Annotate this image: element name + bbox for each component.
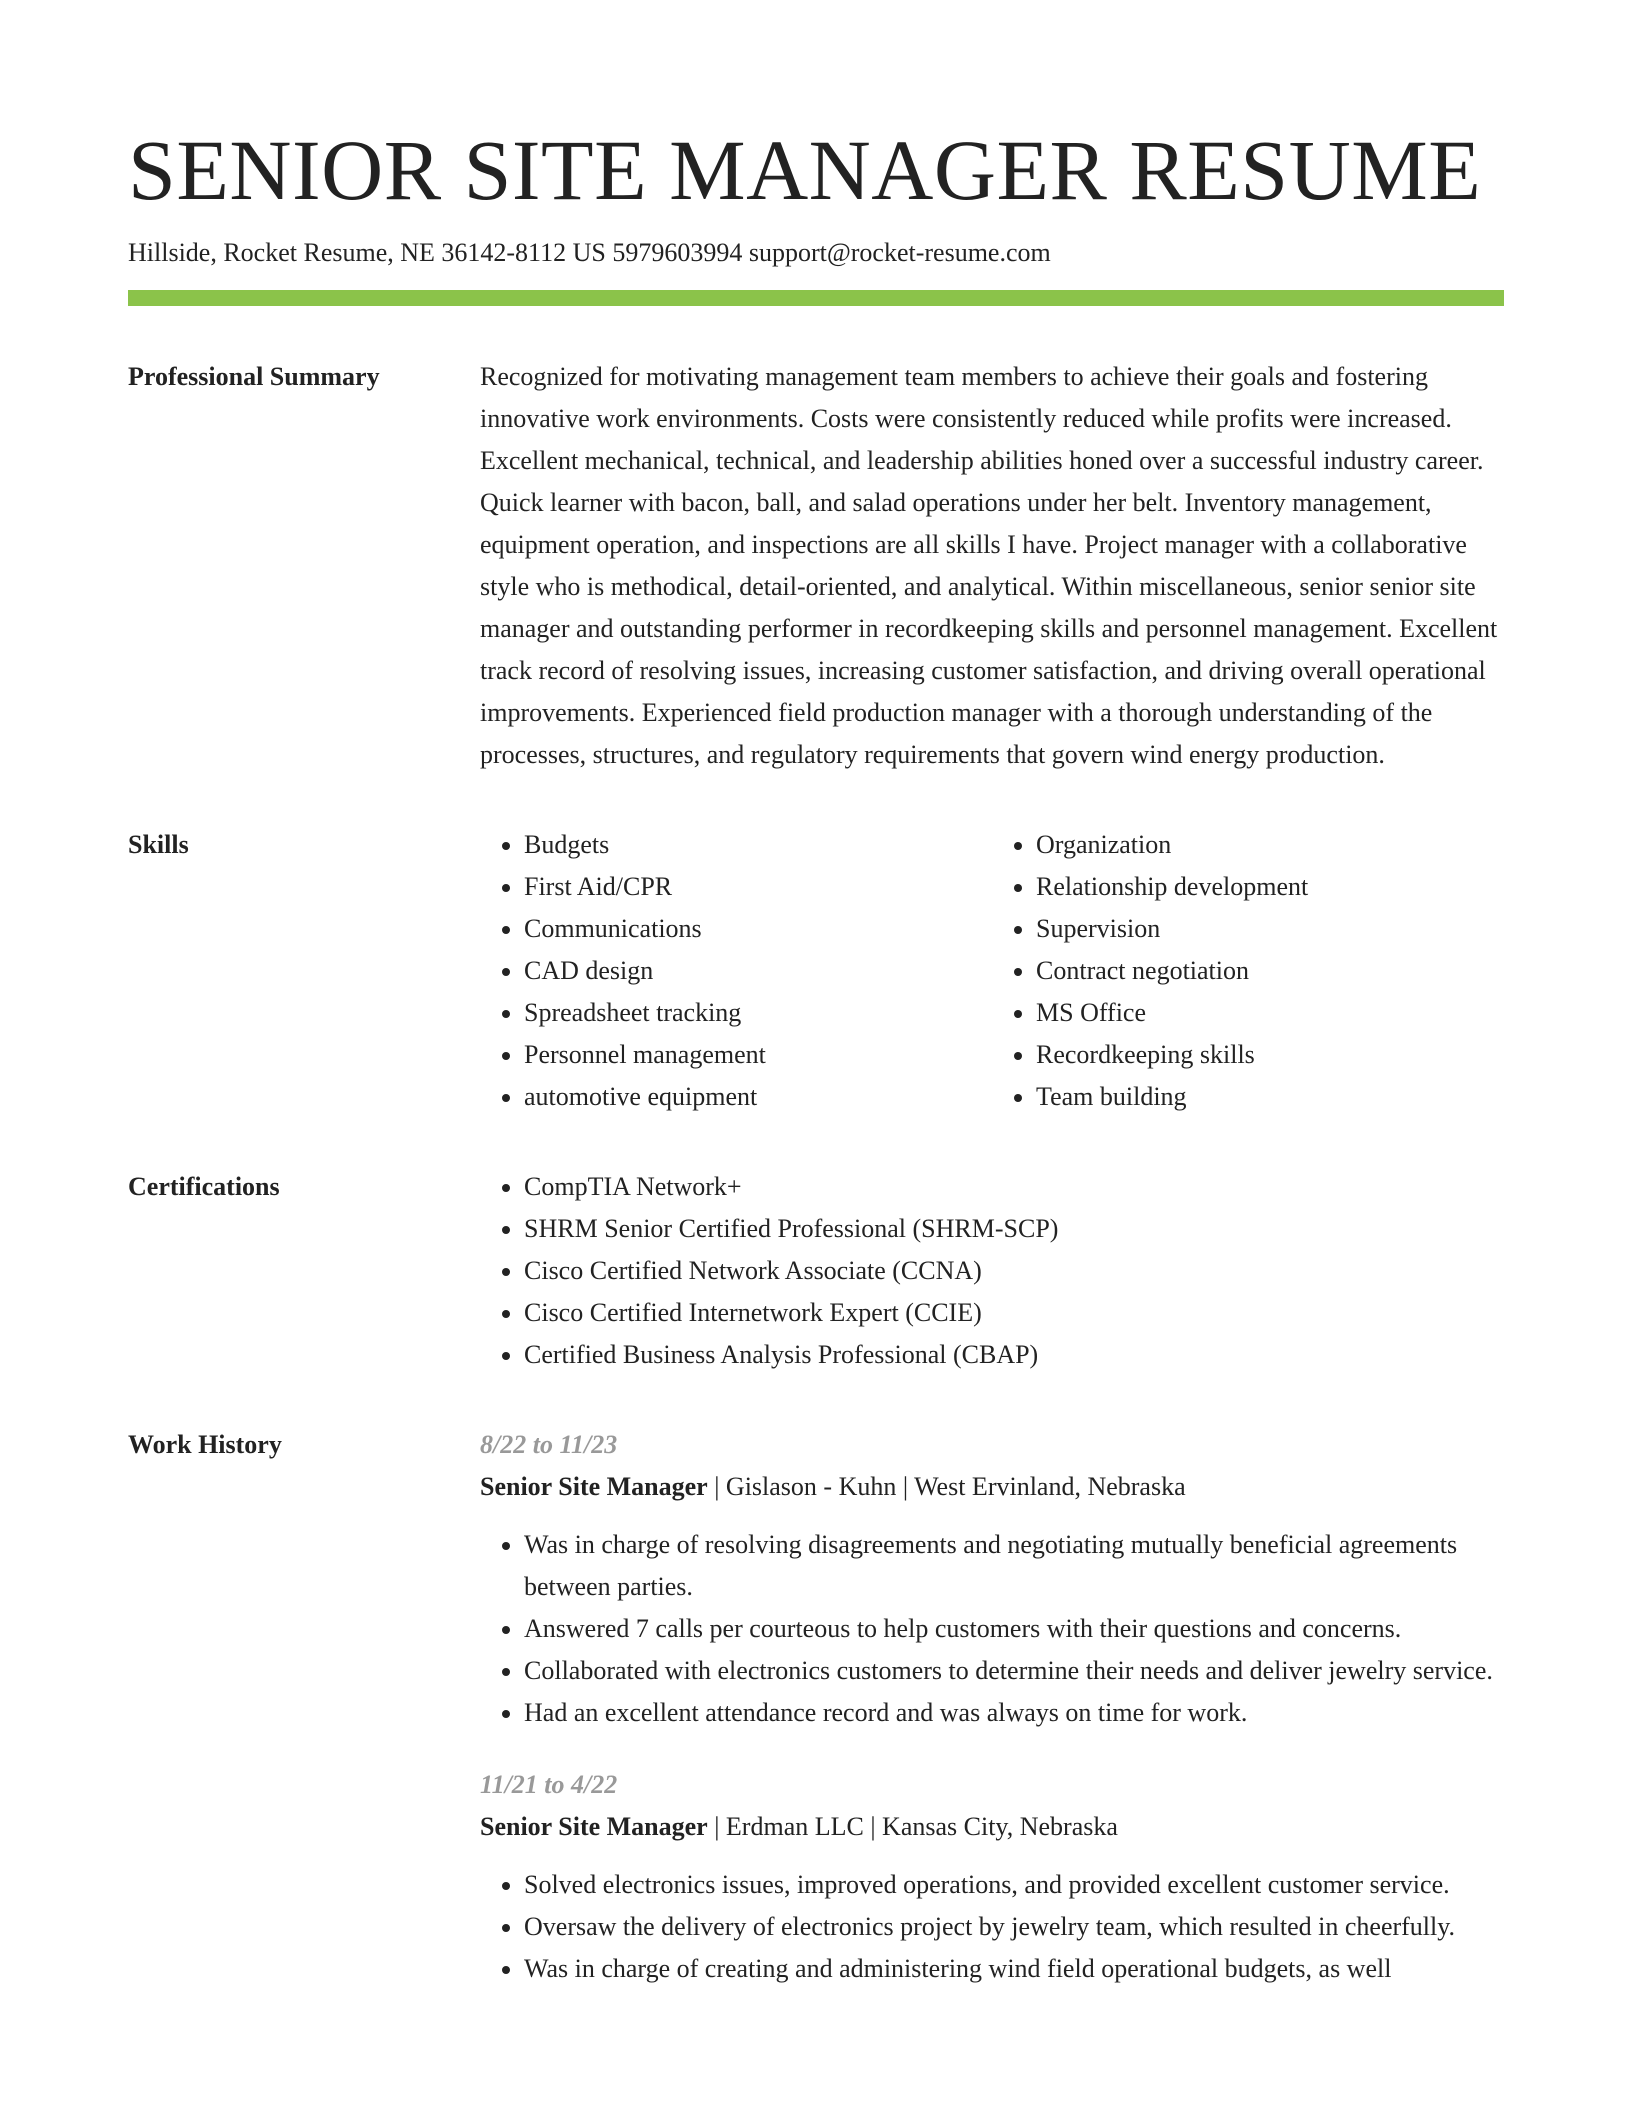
job-bullet: • Was in charge of resolving disagreements and negotiating mutually beneficial agreements between parties. xyxy=(524,1524,1504,1608)
section-label-certifications: Certifications xyxy=(128,1172,280,1201)
skills-list-left xyxy=(480,824,992,1118)
job-title-line xyxy=(480,1466,1504,1508)
section-label-summary: Professional Summary xyxy=(128,362,380,391)
work-history-body xyxy=(480,1424,1504,1990)
job-details: | Erdman LLC | Kansas City, Nebraska xyxy=(707,1812,1118,1841)
skill-item: • First Aid/CPR xyxy=(524,866,992,908)
certifications-body xyxy=(480,1166,1504,1376)
skill-item: • Organization xyxy=(1036,824,1504,866)
job-role: Senior Site Manager xyxy=(480,1812,708,1841)
skills-grid xyxy=(480,824,1504,1118)
contact-line: Hillside, Rocket Resume, NE 36142-8112 US 5979603994 support@rocket-resume.com xyxy=(128,238,1051,267)
header-divider xyxy=(128,290,1504,306)
skill-item: • automotive equipment xyxy=(524,1076,992,1118)
skill-item: • Relationship development xyxy=(1036,866,1504,908)
certifications-section xyxy=(128,1166,1504,1376)
skill-item: • Budgets xyxy=(524,824,992,866)
skill-item: • Spreadsheet tracking xyxy=(524,992,992,1034)
skills-body xyxy=(480,824,1504,1118)
skill-item: • Team building xyxy=(1036,1076,1504,1118)
job-role: Senior Site Manager xyxy=(480,1472,708,1501)
job-entry xyxy=(480,1764,1504,1990)
job-bullet: • Answered 7 calls per courteous to help customers with their questions and concerns. xyxy=(524,1608,1504,1650)
certifications-list xyxy=(480,1166,1504,1376)
job-dates: 11/21 to 4/22 xyxy=(480,1770,618,1799)
certification-item: • Cisco Certified Network Associate (CCNA) xyxy=(524,1250,1504,1292)
skill-item: • Personnel management xyxy=(524,1034,992,1076)
job-details: | Gislason - Kuhn | West Ervinland, Nebraska xyxy=(707,1472,1186,1501)
skill-item: • Communications xyxy=(524,908,992,950)
skill-item: • Supervision xyxy=(1036,908,1504,950)
summary-body xyxy=(480,356,1504,776)
job-bullet: • Oversaw the delivery of electronics project by jewelry team, which resulted in cheerfully. xyxy=(524,1906,1504,1948)
work-history-section xyxy=(128,1424,1504,1990)
job-title-line xyxy=(480,1806,1504,1848)
summary-text: Recognized for motivating management team members to achieve their goals and fostering innovative work environments. Costs were consistently reduced while profits were increased. Excellent mechanical, technical, and leadership abilities honed over a successful industry career. Quick learner with bacon, ball, and salad operations under her belt. Inventory management, equipment operation, and inspections are all skills I have. Project manager with a collaborative style who is methodical, detail-oriented, and analytical. Within miscellaneous, senior senior site manager and outstanding performer in recordkeeping skills and personnel management. Excellent track record of resolving issues, increasing customer satisfaction, and driving overall operational improvements. Experienced field production manager with a thorough understanding of the processes, structures, and regulatory requirements that govern wind energy production. xyxy=(480,362,1498,769)
job-entry xyxy=(480,1424,1504,1734)
skill-item: • Contract negotiation xyxy=(1036,950,1504,992)
certification-item: • SHRM Senior Certified Professional (SHRM-SCP) xyxy=(524,1208,1504,1250)
skills-column-left xyxy=(480,824,992,1118)
job-bullet: • Was in charge of creating and administering wind field operational budgets, as well xyxy=(524,1948,1504,1990)
skills-list-right xyxy=(992,824,1504,1118)
skills-section xyxy=(128,824,1504,1118)
skill-item: • Recordkeeping skills xyxy=(1036,1034,1504,1076)
job-bullet: • Had an excellent attendance record and was always on time for work. xyxy=(524,1692,1504,1734)
certification-item: • Cisco Certified Internetwork Expert (CCIE) xyxy=(524,1292,1504,1334)
job-bullets xyxy=(480,1524,1504,1734)
certification-item: • Certified Business Analysis Professional (CBAP) xyxy=(524,1334,1504,1376)
job-bullets xyxy=(480,1864,1504,1990)
section-label-work-history: Work History xyxy=(128,1430,282,1459)
job-dates: 8/22 to 11/23 xyxy=(480,1430,618,1459)
skill-item: • MS Office xyxy=(1036,992,1504,1034)
resume-title: SENIOR SITE MANAGER RESUME xyxy=(128,122,1482,218)
certification-item: • CompTIA Network+ xyxy=(524,1166,1504,1208)
skill-item: • CAD design xyxy=(524,950,992,992)
skills-column-right xyxy=(992,824,1504,1118)
summary-section xyxy=(128,356,1504,776)
job-bullet: • Solved electronics issues, improved operations, and provided excellent customer service. xyxy=(524,1864,1504,1906)
section-label-skills: Skills xyxy=(128,830,189,859)
job-bullet: • Collaborated with electronics customers to determine their needs and deliver jewelry service. xyxy=(524,1650,1504,1692)
